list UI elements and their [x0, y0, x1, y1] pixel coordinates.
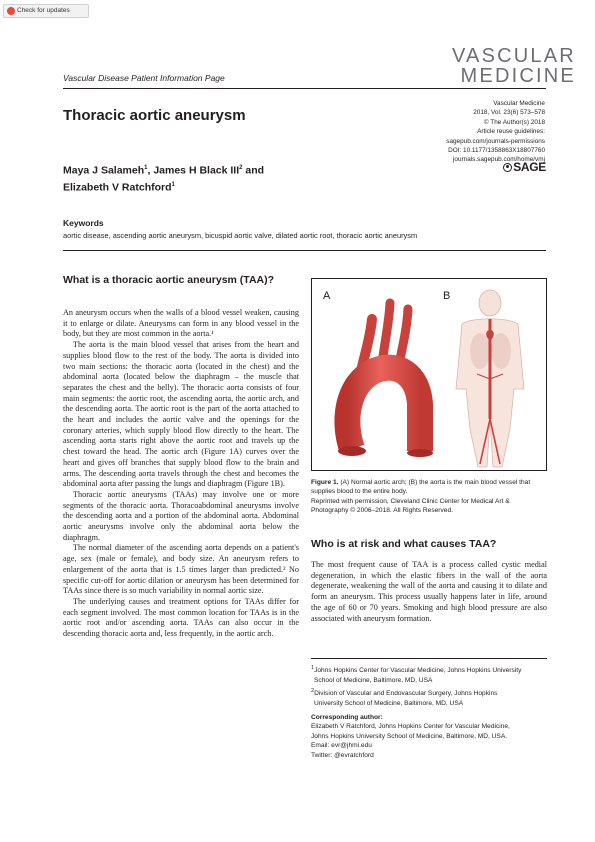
- figure-panel-label: B: [443, 290, 451, 302]
- correspondence-heading: Corresponding author:: [311, 714, 383, 721]
- affiliation: [311, 687, 547, 708]
- meta-reuse: Article reuse guidelines:: [477, 128, 545, 136]
- meta-doi[interactable]: DOI: 10.1177/1358863X18807760: [448, 147, 545, 155]
- meta-volume: 2018, Vol. 23(6) 573–578: [473, 109, 545, 117]
- sage-ring-icon: [503, 163, 512, 172]
- keywords-heading: Keywords: [63, 218, 104, 228]
- crossmark-icon: [7, 7, 15, 15]
- keywords-divider: [63, 250, 546, 251]
- right-column-body: [311, 560, 547, 624]
- body-paragraph: The aorta is the main blood vessel that arises from the heart and supplies blood flow to the rest of the body. The aorta is divided into two main sections: the thoracic aorta (located in the chest) and the abdominal aorta (located below the diaphragm – the muscle that separates the chest and the belly). The thoracic aorta consists of four main segments: the aortic root, the ascending aorta, the aortic arch, and the descending aorta. The aortic root is the part of the aorta attached to the heart and includes the aortic valve and the openings for the coronary arteries, which supply blood flow directly to the heart. The ascending aorta starts right above the aortic root and travels up the chest toward the head. The aortic arch (Figure 1A) curves over the heart and gives off branches that supply blood flow to the brain and arms. The descending aorta travels through the chest and becomes the abdominal aorta after passing the lungs and diaphragm (Figure 1B).: [63, 340, 299, 489]
- correspondence-email[interactable]: Email: evr@jhmi.edu: [311, 742, 372, 750]
- correspondence-line: Johns Hopkins University School of Medicine, Baltimore, MD, USA.: [311, 732, 508, 740]
- author-name: Maya J Salameh: [63, 164, 145, 177]
- journal-logo-line1: VASCULAR: [452, 45, 576, 67]
- author-affiliation-mark: 1: [144, 165, 148, 171]
- author-list: [63, 161, 264, 194]
- aortic-arch-drawing: [338, 303, 433, 457]
- section-header: Vascular Disease Patient Information Page: [63, 73, 225, 83]
- body-paragraph: The underlying causes and treatment options for TAAs differ for each segment involved. The most common location for TAAs is in the aortic root and/or ascending aorta. TAAs can also occur in the descending thoracic aorta and, less frequently, in the aortic arch.: [63, 596, 299, 639]
- publisher-logo: [503, 160, 546, 174]
- author-separator: and: [242, 164, 265, 177]
- author-affiliation-mark: 1: [171, 181, 175, 188]
- meta-journal: Vascular Medicine: [493, 100, 545, 107]
- publication-meta: [446, 99, 545, 165]
- affiliation-text: University School of Medicine, Baltimore, MD, USA: [314, 699, 464, 707]
- header-divider: [63, 88, 546, 89]
- keywords-text: aortic disease, ascending aortic aneurysm, bicuspid aortic valve, dilated aortic root, thoracic aortic aneurysm: [63, 231, 418, 240]
- affiliation-mark: 2: [311, 688, 315, 694]
- meta-journal-link[interactable]: journals.sagepub.com/home/vmj: [453, 156, 545, 164]
- author-affiliation-mark: 2: [239, 165, 243, 171]
- correspondence-twitter[interactable]: Twitter: @evratchford: [311, 751, 374, 759]
- figure-panel-label: A: [323, 290, 331, 302]
- affiliation-mark: 1: [311, 665, 315, 671]
- affiliation: [311, 664, 547, 685]
- figure-credit: Reprinted with permission, Cleveland Clinic Center for Medical Art & Photography © 2006–2018. All Rights Reserved.: [311, 497, 510, 515]
- publisher-name: SAGE: [513, 160, 546, 174]
- author-name: James H Black III: [153, 164, 240, 177]
- body-paragraph: An aneurysm occurs when the walls of a blood vessel weaken, causing it to enlarge or dilate. Aneurysms can form in any blood vessel in the body, but they are most common in the aorta.¹: [63, 308, 299, 339]
- figure-caption-text: (A) Normal aortic arch; (B) the aorta is the main blood vessel that supplies blood to the entire body.: [311, 479, 531, 496]
- body-paragraph: The most frequent cause of TAA is a process called cystic medial degeneration, in which the elastic fibers in the wall of the aorta degenerate, weakening the wall of the aorta and causing it to dilate and form an aneurysm. This process usually happens later in life, around the age of 60 or 70 years. Smoking and high blood pressure are also associated with aneurysm formation.: [311, 560, 547, 623]
- aorta-illustration: [312, 279, 546, 470]
- affiliation-text: Johns Hopkins Center for Vascular Medicine, Johns Hopkins University: [314, 667, 522, 675]
- body-aorta-drawing: [456, 290, 524, 467]
- journal-logo-line2: MEDICINE: [460, 65, 576, 87]
- correspondence: [311, 713, 547, 760]
- author-separator: ,: [147, 164, 154, 177]
- meta-permissions-link[interactable]: sagepub.com/journals-permissions: [446, 137, 545, 145]
- left-column-body: [63, 308, 299, 640]
- body-paragraph: Thoracic aortic aneurysms (TAAs) may involve one or more segments of the thoracic aorta. Thoracoabdominal aneurysms involve the descending aorta and a portion of the abdominal aorta. Abdominal aortic aneurysms involve only the abdominal aorta below the diaphragm.: [63, 489, 299, 542]
- affiliation-divider: [311, 658, 547, 659]
- section-heading: What is a thoracic aortic aneurysm (TAA)?: [63, 274, 275, 286]
- section-heading: Who is at risk and what causes TAA?: [311, 538, 497, 550]
- affiliation-text: School of Medicine, Baltimore, MD, USA: [314, 676, 433, 684]
- article-title: Thoracic aortic aneurysm: [63, 107, 246, 124]
- figure-caption-label: Figure 1.: [311, 479, 339, 486]
- author-name: Elizabeth V Ratchford: [63, 181, 172, 193]
- affiliation-text: Division of Vascular and Endovascular Surgery, Johns Hopkins: [314, 690, 498, 698]
- correspondence-line: Elizabeth V Ratchford, Johns Hopkins Center for Vascular Medicine,: [311, 723, 510, 731]
- body-paragraph: The normal diameter of the ascending aorta depends on a patient's age, sex (male or female), and body size. An aneurysm refers to enlargement of the aorta that is 1.5 times larger than predicted.² No specific cut-off for aortic dilation or aneurysm has been determined for TAAs since there is so much variability in normal aortic size.: [63, 543, 299, 596]
- figure-caption: [311, 478, 547, 516]
- journal-logo: [452, 46, 576, 86]
- check-for-updates-badge[interactable]: [3, 4, 89, 18]
- meta-copyright: © The Author(s) 2018: [483, 118, 545, 126]
- affiliations: [311, 664, 547, 710]
- badge-label: Check for updates: [17, 7, 70, 14]
